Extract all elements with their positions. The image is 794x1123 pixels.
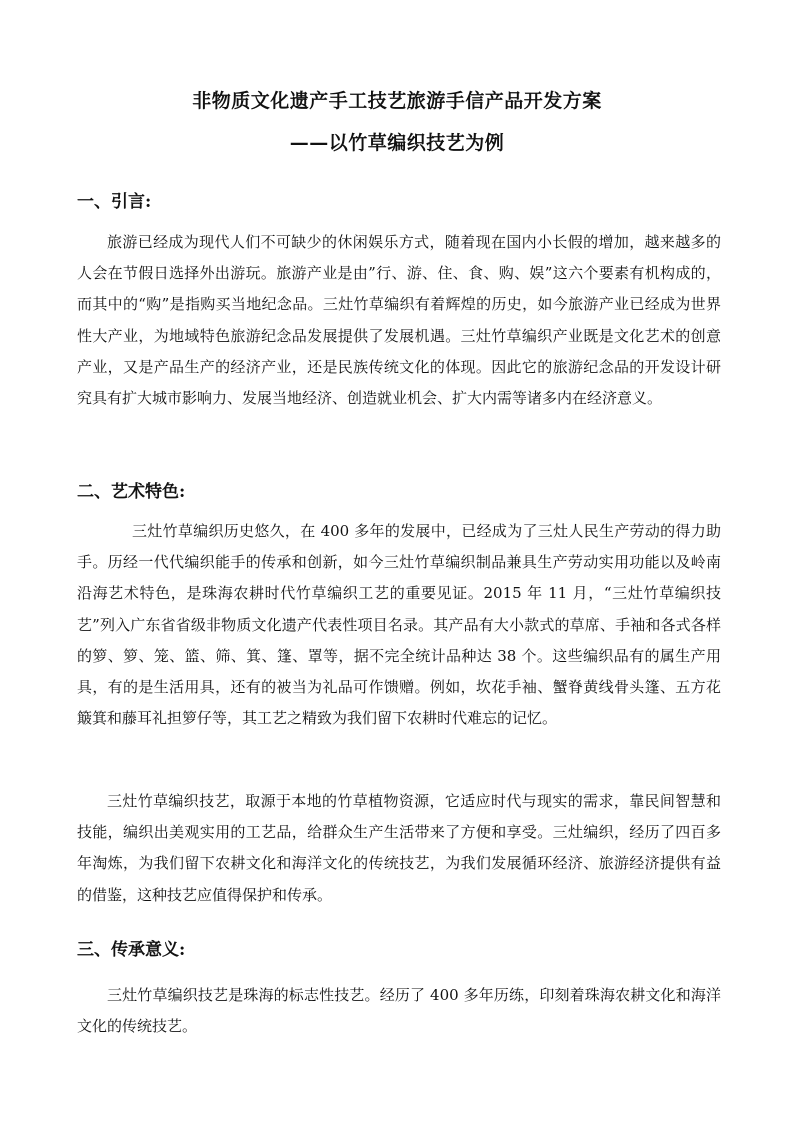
- paragraph-significance: 三灶竹草编织技艺是珠海的标志性技艺。经历了 400 多年历练，印刻着珠海农耕文化和海洋文化的传统技艺。: [77, 986, 721, 1036]
- section-heading-art-features: 二、艺术特色:: [77, 482, 186, 502]
- document-subtitle: ——以竹草编织技艺为例: [289, 132, 505, 154]
- section-heading-significance: 三、传承意义:: [77, 940, 186, 960]
- document-title: 非物质文化遗产手工技艺旅游手信产品开发方案: [192, 90, 602, 112]
- paragraph-art-features-1: 三灶竹草编织历史悠久，在 400 多年的发展中，已经成为了三灶人民生产劳动的得力助手。历经一代代编织能手的传承和创新，如今三灶竹草编织制品兼具生产劳动实用功能以及岭南沿海艺术特色，是珠海农耕时代竹草编织工艺的重要见证。2015 年 11 月，“三灶竹草编织技艺”列入广东省省级非物质文化遗产代表性项目名录。其产品有大小款式的草席、手袖和各式各样的箩、箩、笼、篮、筛、箕、篷、罩等，据不完全统计品种达 38 个。这些编织品有的属生产用具，有的是生活用具，还有的被当为礼品可作馈赠。例如，坎花手袖、蟹脊黄线骨头篷、五方花簸箕和藤耳礼担箩仔等，其工艺之精致为我们留下农耕时代难忘的记忆。: [77, 522, 721, 728]
- section-heading-introduction: 一、引言:: [77, 192, 152, 212]
- paragraph-introduction: 旅游已经成为现代人们不可缺少的休闲娱乐方式，随着现在国内小长假的增加，越来越多的人会在节假日选择外出游玩。旅游产业是由”行、游、住、食、购、娱”这六个要素有机构成的，而其中的“购”是指购买当地纪念品。三灶竹草编织有着辉煌的历史，如今旅游产业已经成为世界性大产业，为地域特色旅游纪念品发展提供了发展机遇。三灶竹草编织产业既是文化艺术的创意产业，又是产品生产的经济产业，还是民族传统文化的体现。因此它的旅游纪念品的开发设计研究具有扩大城市影响力、发展当地经济、创造就业机会、扩大内需等诸多内在经济意义。: [77, 233, 721, 408]
- paragraph-art-features-2: 三灶竹草编织技艺，取源于本地的竹草植物资源，它适应时代与现实的需求，靠民间智慧和技能，编织出美观实用的工艺品，给群众生产生活带来了方便和享受。三灶编织，经历了四百多年淘炼，为我们留下农耕文化和海洋文化的传统技艺，为我们发展循环经济、旅游经济提供有益的借鉴，这种技艺应值得保护和传承。: [77, 792, 721, 904]
